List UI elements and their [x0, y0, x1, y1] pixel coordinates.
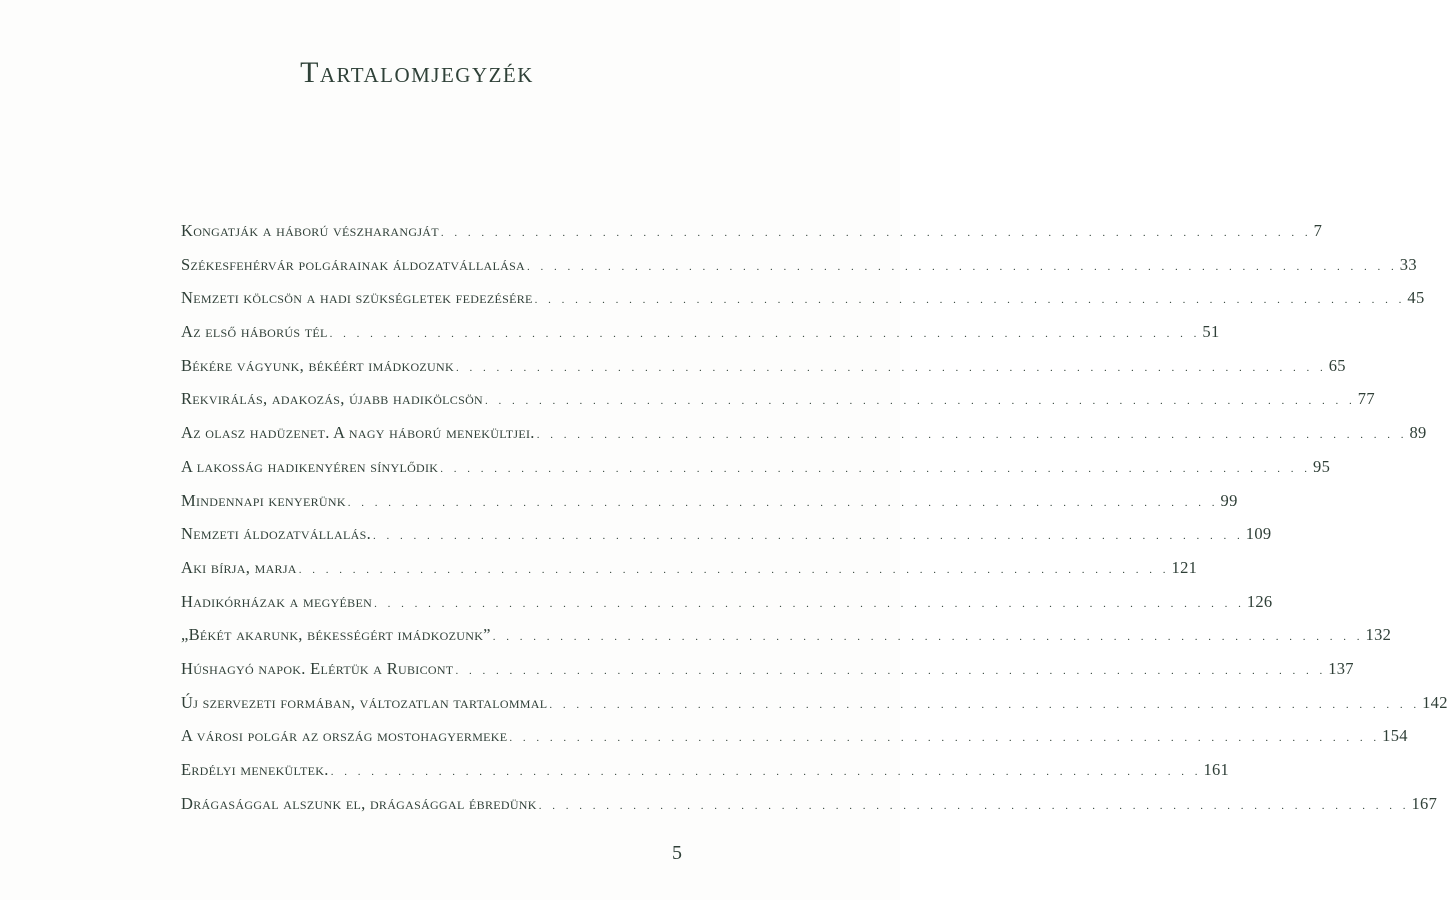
toc-entry [181, 423, 1427, 457]
toc-entry-page: 167 [1411, 793, 1438, 813]
toc-entry-page: 95 [1313, 456, 1331, 476]
toc-entry [181, 625, 1392, 659]
toc-entry [181, 389, 1375, 423]
toc-dot-leader [549, 699, 1420, 711]
toc-entry [181, 288, 1425, 322]
toc-dot-leader [527, 261, 1398, 273]
toc-entry-title: Az olasz hadüzenet. A nagy háború menekültjei. [181, 423, 535, 443]
toc-entry-page: 89 [1409, 423, 1427, 443]
toc-entry [181, 254, 1417, 289]
toc-entry-title: Húshagyó napok. Elértük a Rubicont [181, 658, 454, 678]
toc-entry-title: Békére vágyunk, békéért imádkozunk [181, 355, 454, 375]
toc-dot-leader [509, 732, 1380, 744]
toc-entry-page: 45 [1407, 288, 1425, 308]
toc-entry-title: Erdélyi menekültek. [181, 760, 329, 779]
toc-dot-leader [374, 598, 1245, 610]
toc-entry-title: Hadikórházak a megyében [181, 591, 373, 611]
toc-entry-page: 154 [1382, 726, 1408, 746]
toc-entry-title: Drágasággal alszunk el, drágasággal ébredünk [181, 793, 537, 813]
toc-entry [181, 793, 1438, 828]
toc-entry-page: 65 [1328, 355, 1346, 375]
toc-dot-leader [455, 665, 1326, 677]
toc-dot-leader [299, 564, 1170, 576]
toc-entry-page: 33 [1399, 254, 1417, 274]
toc-dot-leader [440, 463, 1311, 475]
toc-entry-page: 132 [1365, 625, 1392, 645]
toc-dot-leader [456, 362, 1327, 374]
toc-entry [181, 524, 1272, 558]
toc-dot-leader [348, 497, 1219, 509]
toc-entry [181, 456, 1331, 491]
toc-dot-leader [535, 294, 1406, 306]
toc-dot-leader [537, 429, 1408, 441]
toc-entry-title: Nemzeti áldozatvállalás. [181, 524, 372, 544]
toc-dot-leader [330, 328, 1201, 340]
toc-entry [181, 726, 1408, 760]
table-of-contents [181, 221, 1448, 827]
toc-entry-title: Nemzeti kölcsön a hadi szükségletek fedezésére [181, 288, 533, 308]
toc-entry-title: Új szervezeti formában, változatlan tartalommal [181, 692, 548, 712]
toc-entry-page: 51 [1202, 322, 1220, 342]
toc-dot-leader [493, 631, 1364, 643]
toc-entry [181, 322, 1220, 356]
toc-entry-title: Székesfehérvár polgárainak áldozatvállalása [181, 254, 526, 274]
toc-dot-leader [331, 766, 1202, 778]
toc-entry [181, 658, 1354, 693]
toc-entry [181, 490, 1238, 525]
toc-entry-page: 161 [1203, 760, 1230, 779]
toc-entry [181, 760, 1230, 794]
toc-entry-page: 99 [1220, 490, 1238, 510]
toc-entry-page: 126 [1246, 591, 1273, 611]
toc-entry-title: Mindennapi kenyerünk [181, 490, 346, 510]
toc-entry-page: 7 [1313, 221, 1323, 240]
toc-entry-title: Aki bírja, marja [181, 557, 297, 577]
toc-entry-title: Rekvirálás, adakozás, újabb hadikölcsön [181, 389, 484, 409]
toc-entry [181, 692, 1448, 727]
toc-entry [181, 557, 1198, 592]
toc-dot-leader [485, 395, 1356, 407]
toc-dot-leader [539, 800, 1410, 812]
toc-entry [181, 355, 1346, 390]
toc-entry-page: 121 [1171, 557, 1198, 577]
toc-entry [181, 591, 1273, 626]
toc-entry [181, 221, 1323, 255]
toc-entry-page: 142 [1422, 692, 1448, 712]
toc-entry-page: 109 [1245, 524, 1272, 544]
toc-entry-title: „Békét akarunk, békességért imádkozunk” [181, 625, 491, 645]
page-number: 5 [672, 842, 682, 864]
page-title: Tartalomjegyzék [300, 56, 534, 89]
toc-entry-title: Kongatják a háború vészharangját [181, 221, 439, 240]
toc-entry-page: 77 [1357, 389, 1375, 409]
toc-entry-title: Az első háborús tél [181, 322, 328, 342]
toc-entry-title: A városi polgár az ország mostohagyermeke [181, 726, 508, 746]
toc-dot-leader [441, 227, 1312, 239]
toc-dot-leader [373, 530, 1244, 542]
toc-entry-title: A lakosság hadikenyéren sínylődik [181, 456, 439, 476]
toc-entry-page: 137 [1328, 658, 1354, 678]
